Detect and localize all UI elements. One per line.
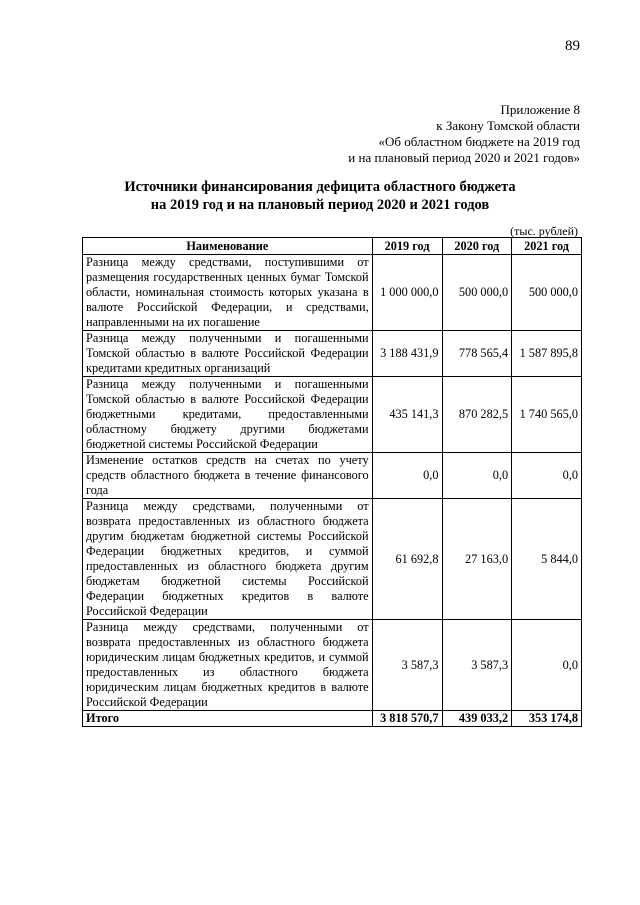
title-line-1: Источники финансирования дефицита областного бюджета <box>124 179 516 195</box>
appendix-line-4: и на плановый период 2020 и 2021 годов» <box>348 150 580 165</box>
row-name: Разница между средствами, полученными от возврата предоставленных из областного бюджета юридическим лицам бюджетных кредитов, и суммой предоставленных из областного бюджета юридическим лицам бюджетных кредитов в валюте Российской Федерации <box>83 620 373 711</box>
appendix-header <box>348 102 580 166</box>
total-row <box>83 711 582 727</box>
header-2019: 2019 год <box>372 238 442 255</box>
row-value-2021: 1 587 895,8 <box>512 331 582 377</box>
row-name: Изменение остатков средств на счетах по учету средств областного бюджета в течение финансового года <box>83 453 373 499</box>
row-value-2020: 500 000,0 <box>442 255 512 331</box>
row-name: Разница между средствами, полученными от возврата предоставленных из областного бюджета другим бюджетам бюджетной системы Российской Федерации бюджетных кредитов, и суммой предоставленных из областного бюджета другим бюджетам бюджетной системы Российской Федерации бюджетных кредитов в валюте Российской Федерации <box>83 499 373 620</box>
row-value-2019: 1 000 000,0 <box>372 255 442 331</box>
financing-sources-table <box>82 237 582 727</box>
row-value-2021: 1 740 565,0 <box>512 377 582 453</box>
total-value-2019: 3 818 570,7 <box>372 711 442 727</box>
table-row <box>83 331 582 377</box>
document-title <box>68 178 572 214</box>
row-value-2021: 500 000,0 <box>512 255 582 331</box>
row-value-2020: 870 282,5 <box>442 377 512 453</box>
row-value-2020: 27 163,0 <box>442 499 512 620</box>
page-number: 89 <box>565 38 580 54</box>
total-value-2021: 353 174,8 <box>512 711 582 727</box>
appendix-line-1: Приложение 8 <box>500 102 580 117</box>
table-row <box>83 255 582 331</box>
row-name: Разница между полученными и погашенными Томской областью в валюте Российской Федерации бюджетными кредитами, предоставленными областному бюджету другими бюджетами бюджетной системы Российской Федерации <box>83 377 373 453</box>
row-name: Разница между полученными и погашенными Томской областью в валюте Российской Федерации кредитами кредитных организаций <box>83 331 373 377</box>
row-value-2020: 3 587,3 <box>442 620 512 711</box>
table-row <box>83 453 582 499</box>
row-value-2019: 0,0 <box>372 453 442 499</box>
header-2020: 2020 год <box>442 238 512 255</box>
row-value-2021: 0,0 <box>512 620 582 711</box>
appendix-line-2: к Закону Томской области <box>436 118 580 133</box>
row-value-2021: 5 844,0 <box>512 499 582 620</box>
row-value-2019: 3 188 431,9 <box>372 331 442 377</box>
header-name: Наименование <box>83 238 373 255</box>
total-label: Итого <box>83 711 373 727</box>
row-value-2019: 435 141,3 <box>372 377 442 453</box>
table-header-row <box>83 238 582 255</box>
units-note: (тыс. рублей) <box>510 224 578 238</box>
appendix-line-3: «Об областном бюджете на 2019 год <box>378 134 580 149</box>
table-row <box>83 620 582 711</box>
row-value-2021: 0,0 <box>512 453 582 499</box>
row-value-2019: 3 587,3 <box>372 620 442 711</box>
row-name: Разница между средствами, поступившими от размещения государственных ценных бумаг Томской области, номинальная стоимость которых указана в валюте Российской Федерации, и средствами, направленными на их погашение <box>83 255 373 331</box>
table-row <box>83 499 582 620</box>
total-value-2020: 439 033,2 <box>442 711 512 727</box>
row-value-2019: 61 692,8 <box>372 499 442 620</box>
title-line-2: на 2019 год и на плановый период 2020 и 2021 годов <box>150 197 490 213</box>
row-value-2020: 778 565,4 <box>442 331 512 377</box>
header-2021: 2021 год <box>512 238 582 255</box>
row-value-2020: 0,0 <box>442 453 512 499</box>
table-row <box>83 377 582 453</box>
